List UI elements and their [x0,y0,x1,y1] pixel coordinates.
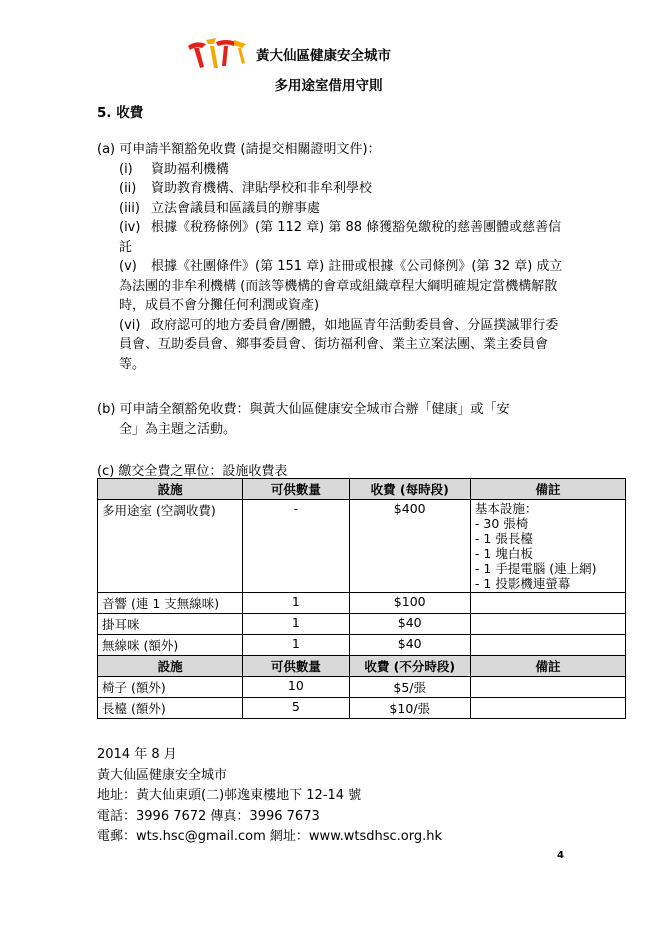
page-number: 4 [557,850,564,861]
column-header: 收費 (每時段) [349,479,470,500]
column-header: 收費 (不分時段) [349,656,470,677]
footer-address: 地址：黃大仙東頭(二)邨逸東樓地下 12-14 號 [97,788,362,803]
fee-cell: $5/張 [349,677,470,698]
column-header: 設施 [98,479,243,500]
table-row [98,614,626,635]
notes-cell [470,593,625,614]
notes-cell [470,614,625,635]
facility-cell: 多用途室 (空調收費) [98,500,243,593]
notes-cell [470,677,625,698]
list-item: (i) 資助福利機構 [119,161,230,177]
part-b-line2: 全」為主題之活動。 [119,422,237,437]
facility-cell: 掛耳咪 [98,614,243,635]
footer-contact [97,745,442,848]
table-header-row [98,479,626,500]
list-item: (iii) 立法會議員和區議員的辦事處 [119,200,321,216]
column-header: 備註 [470,656,625,677]
fee-table [97,478,626,719]
qty-cell: 1 [243,614,349,635]
part-a-intro: (a) 可申請半額豁免收費 (請提交相關證明文件)： [97,142,381,157]
qty-cell: - [243,500,349,593]
column-header: 設施 [98,656,243,677]
table-row [98,635,626,656]
fee-cell: $10/張 [349,698,470,719]
facility-cell: 無線咪 (額外) [98,635,243,656]
notes-cell [470,635,625,656]
footer-phone: 電話：3996 7672 傳真：3996 7673 [97,808,320,824]
notes-cell: 基本設施： - 30 張椅 - 1 張長檯 - 1 塊白板 - 1 手提電腦 (連上網) - 1 投影機連螢幕 [470,500,625,593]
list-item: (v) 根據《社團條件》(第 151 章) 註冊或根據《公司條例》(第 32 章) 成立為法團的非牟利機構 (而該等機構的會章或組織章程大綱明確規定當機構解散時，成員不會分攤任何利潤或資產) [119,259,563,313]
qty-cell: 1 [243,593,349,614]
list-item: (vi) 政府認可的地方委員會/團體，如地區青年活動委員會、分區撲滅罪行委員會、互助委員會、鄉事委員會、街坊福利會、業主立案法團、業主委員會等。 [119,317,559,372]
table-row [98,698,626,719]
document-subtitle: 多用途室借用守則 [274,78,383,94]
qty-cell: 1 [243,635,349,656]
column-header: 備註 [470,479,625,500]
list-item: (ii) 資助教育機構、津貼學校和非牟利學校 [119,181,373,196]
column-header: 可供數量 [243,479,349,500]
table-header-row [98,656,626,677]
fee-cell: $100 [349,593,470,614]
fee-waiver-full [97,400,567,440]
fee-cell: $40 [349,635,470,656]
page-header [0,30,657,100]
section-title: 5. 收費 [97,105,144,121]
fee-cell: $400 [349,500,470,593]
facility-cell: 椅子 (額外) [98,677,243,698]
table-row [98,500,626,593]
org-name: 黃大仙區健康安全城市 [256,48,391,64]
part-c-title: (c) 繳交全費之單位：設施收費表 [97,464,288,479]
table-row [98,593,626,614]
qty-cell: 5 [243,698,349,719]
wts-logo-icon [186,34,248,70]
fee-waiver-half [97,140,567,374]
fee-cell: $40 [349,614,470,635]
list-item: (iv) 根據《稅務條例》(第 112 章) 第 88 條獲豁免繳稅的慈善團體或慈善信託 [119,220,562,255]
facility-cell: 音響 (連 1 支無線咪) [98,593,243,614]
notes-cell [470,698,625,719]
column-header: 可供數量 [243,656,349,677]
part-b-line1: (b) 可申請全額豁免收費：與黃大仙區健康安全城市合辦「健康」或「安 [97,402,510,417]
qty-cell: 10 [243,677,349,698]
facility-cell: 長檯 (額外) [98,698,243,719]
table-row [98,677,626,698]
footer-org: 黃大仙區健康安全城市 [97,767,228,783]
footer-date: 2014 年 8 月 [97,747,177,762]
footer-contact-line: 電郵：wts.hsc@gmail.com 網址：www.wtsdhsc.org.hk [97,829,443,844]
